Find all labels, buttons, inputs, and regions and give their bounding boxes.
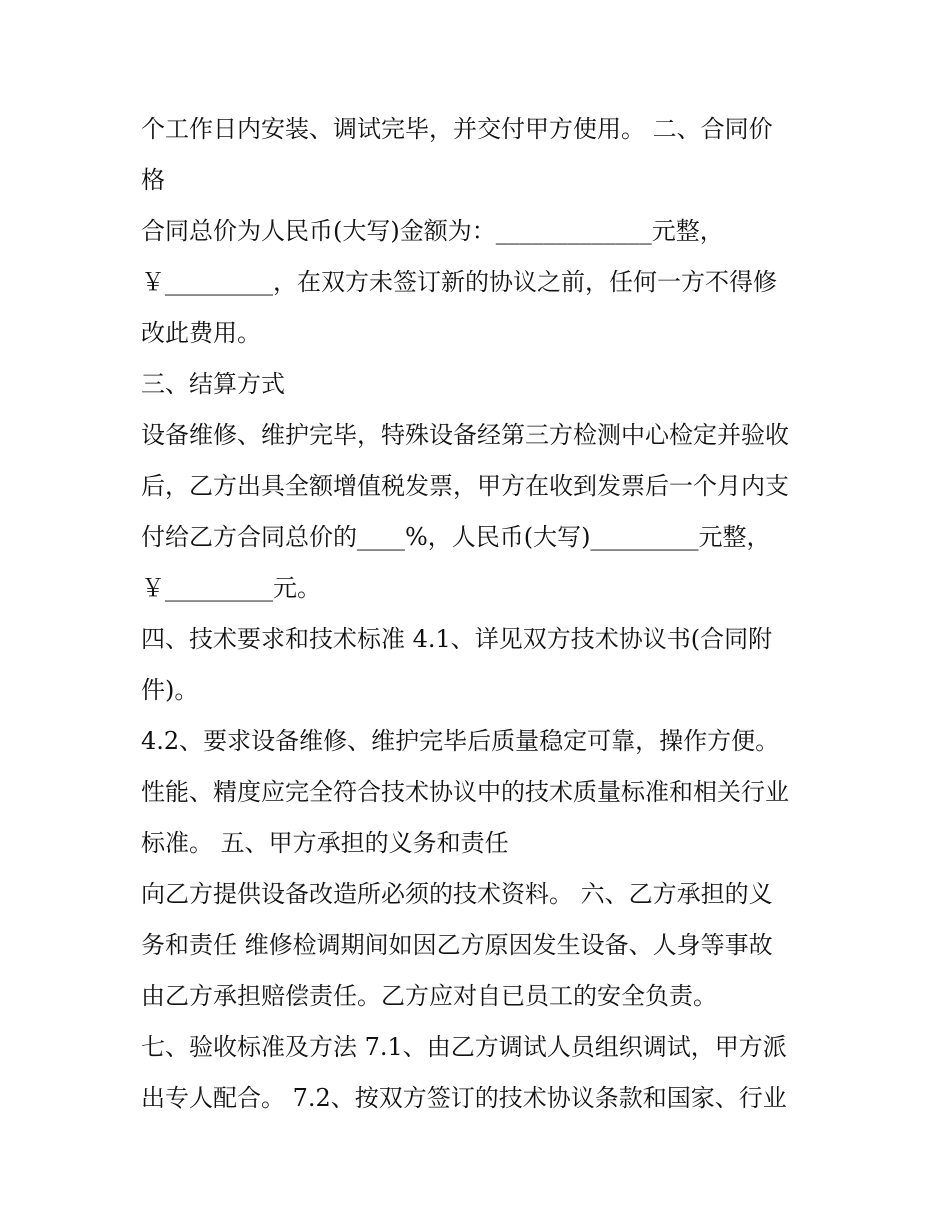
text-line: 改此费用。 [141, 319, 261, 347]
text-line: 性能、精度应完全符合技术协议中的技术质量标准和相关行业 [141, 778, 789, 806]
text-line: ￥_________，在双方未签订新的协议之前，任何一方不得修 [141, 268, 777, 296]
text-line: 务和责任 维修检调期间如因乙方原因发生设备、人身等事故 [141, 931, 773, 959]
text-line: 个工作日内安装、调试完毕，并交付甲方使用。 二、合同价 [141, 115, 773, 143]
text-line: 标准。 五、甲方承担的义务和责任 [141, 829, 509, 857]
section-heading: 三、结算方式 [141, 370, 285, 398]
text-line: 合同总价为人民币(大写)金额为：_____________元整， [141, 217, 724, 245]
text-line: 4.2、要求设备维修、维护完毕后质量稳定可靠，操作方便。 [141, 727, 780, 755]
text-line: 后，乙方出具全额增值税发票，甲方在收到发票后一个月内支 [141, 472, 789, 500]
text-line: 出专人配合。 7.2、按双方签订的技术协议条款和国家、行业 [141, 1084, 787, 1112]
text-line: 向乙方提供设备改造所必须的技术资料。 六、乙方承担的义 [141, 880, 773, 908]
text-line: 付给乙方合同总价的____%，人民币(大写)_________元整， [141, 523, 771, 551]
text-line: 由乙方承担赔偿责任。乙方应对自已员工的安全负责。 [141, 982, 717, 1010]
text-line: 设备维修、维护完毕，特殊设备经第三方检测中心检定并验收 [141, 421, 789, 449]
contract-text [141, 104, 831, 1124]
text-line: 格 [141, 166, 165, 194]
text-line: 四、技术要求和技术标准 4.1、详见双方技术协议书(合同附 [141, 625, 773, 653]
text-line: 七、验收标准及方法 7.1、由乙方调试人员组织调试，甲方派 [141, 1033, 787, 1061]
text-line: 件)。 [141, 676, 199, 704]
text-line: ￥_________元。 [141, 574, 321, 602]
